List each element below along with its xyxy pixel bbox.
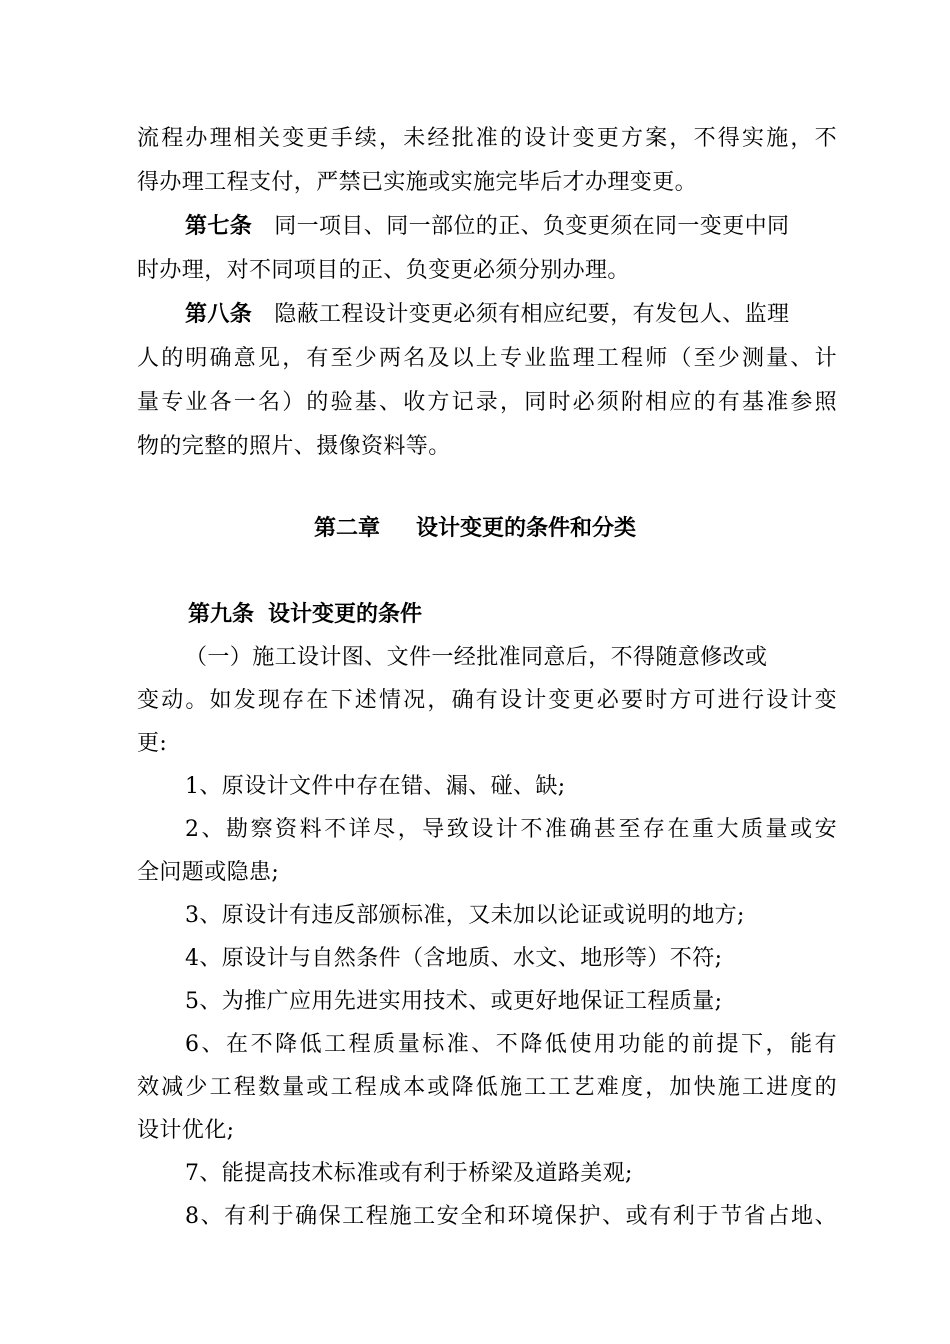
chapter-number: 第二章	[313, 516, 380, 541]
article-8-text: 隐蔽工程设计变更必须有相应纪要，有发包人、监理	[274, 302, 790, 327]
article-9-label: 第九条	[188, 602, 255, 627]
list-item-continuation: 全问题或隐患;	[137, 860, 280, 885]
paragraph-line: 变动。如发现存在下述情况，确有设计变更必要时方可进行设计变	[137, 688, 837, 713]
article-8-line-1	[185, 300, 837, 330]
paragraph-line: 人的明确意见，有至少两名及以上专业监理工程师（至少测量、计	[137, 346, 837, 371]
list-item: 2、勘察资料不详尽，导致设计不准确甚至存在重大质量或安	[185, 817, 837, 842]
list-item: 7、能提高技术标准或有利于桥梁及道路美观;	[185, 1161, 633, 1186]
article-8-label: 第八条	[185, 302, 253, 327]
list-item: 6、在不降低工程质量标准、不降低使用功能的前提下，能有	[185, 1032, 837, 1057]
list-item-continuation: 设计优化;	[137, 1118, 235, 1143]
list-item: 5、为推广应用先进实用技术、或更好地保证工程质量;	[185, 989, 723, 1014]
list-item: 8、有利于确保工程施工安全和环境保护、或有利于节省占地、	[185, 1204, 837, 1229]
article-7-line-1	[185, 212, 837, 242]
list-item: 1、原设计文件中存在错、漏、碰、缺;	[185, 774, 566, 799]
chapter-title: 设计变更的条件和分类	[416, 516, 637, 541]
paragraph-line: 得办理工程支付，严禁已实施或实施完毕后才办理变更。	[137, 170, 698, 195]
paragraph-line: 流程办理相关变更手续，未经批准的设计变更方案，不得实施，不	[137, 126, 837, 151]
article-7-text: 同一项目、同一部位的正、负变更须在同一变更中同	[274, 214, 790, 239]
paragraph-line: （一）施工设计图、文件一经批准同意后，不得随意修改或	[185, 645, 768, 670]
paragraph-line: 更:	[137, 731, 168, 756]
chapter-heading	[0, 514, 950, 544]
paragraph-line: 物的完整的照片、摄像资料等。	[137, 434, 451, 459]
list-item-continuation: 效减少工程数量或工程成本或降低施工工艺难度，加快施工进度的	[137, 1075, 837, 1100]
paragraph-line: 量专业各一名）的验基、收方记录，同时必须附相应的有基准参照	[137, 390, 837, 415]
article-9-title: 设计变更的条件	[268, 602, 423, 627]
article-7-label: 第七条	[185, 214, 253, 239]
paragraph-line: 时办理，对不同项目的正、负变更必须分别办理。	[137, 258, 630, 283]
list-item: 3、原设计有违反部颁标准，又未加以论证或说明的地方;	[185, 903, 745, 928]
list-item: 4、原设计与自然条件（含地质、水文、地形等）不符;	[185, 946, 723, 971]
article-9-heading	[188, 600, 422, 630]
